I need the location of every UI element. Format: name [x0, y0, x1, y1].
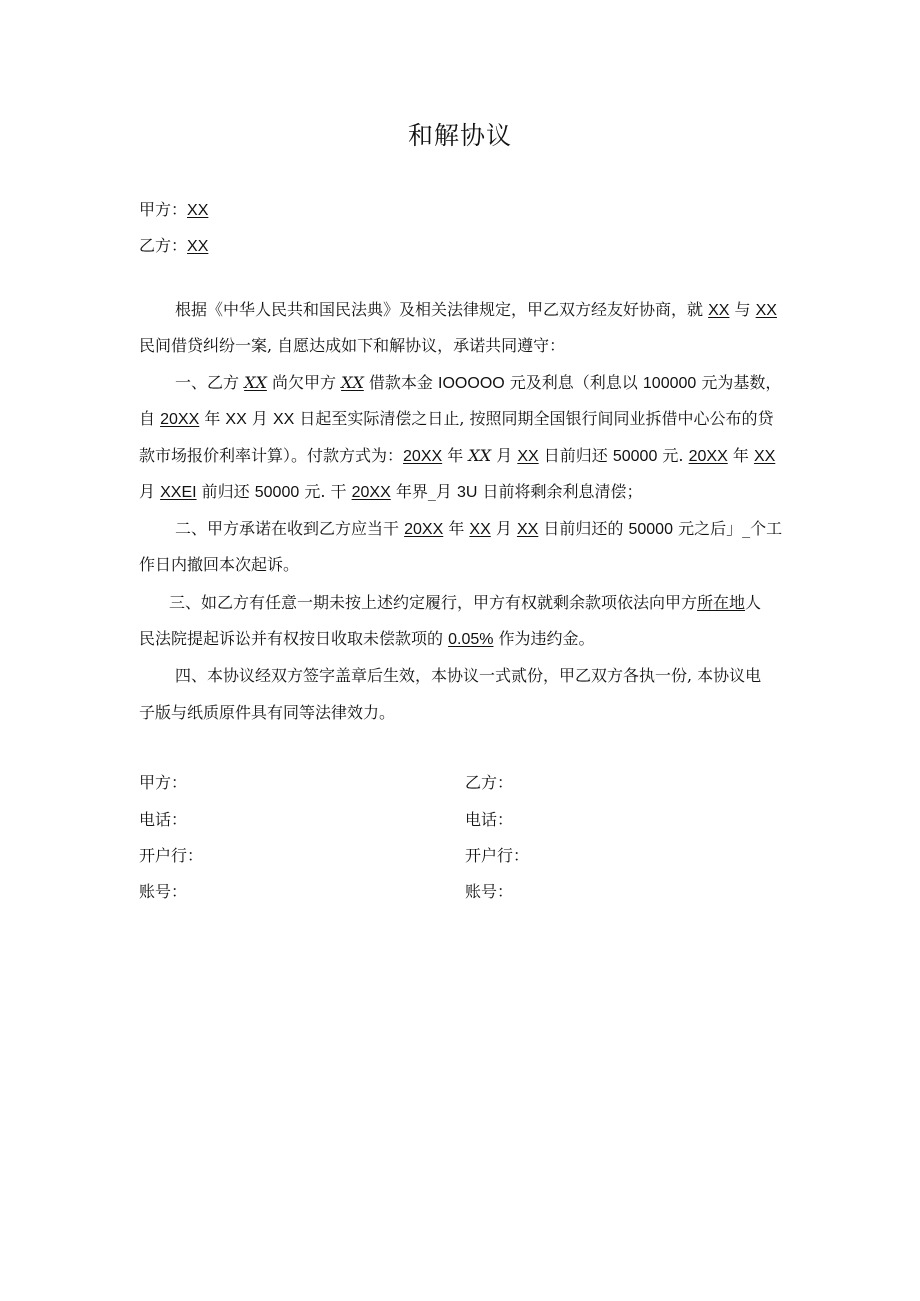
clause-text: 年 [443, 519, 470, 538]
clause-text: 尚欠甲方 [266, 373, 342, 392]
clause-text: 日起至实际清偿之日止, 按照同期全国银行间同业拆借中心公布的贷 [294, 409, 774, 428]
principal-amount: IOOOOO [438, 375, 505, 392]
filled-value: 20XX [351, 484, 391, 501]
filled-value: XX [244, 373, 267, 392]
sign-bank-a: 开户行： [139, 846, 204, 865]
clause-text: 作为违约金。 [493, 629, 595, 648]
sign-bank-b: 开户行： [465, 846, 530, 865]
clause-text: 元及利息（利息以 [504, 373, 643, 392]
party-a-label: 甲方： [139, 200, 188, 219]
party-b-value: XX [187, 238, 209, 255]
clause-1-line-3 [139, 446, 799, 467]
clause-text: 借款本金 [363, 373, 439, 392]
intro-party-a: XX [708, 302, 730, 319]
clause-text: 元为基数， [696, 373, 782, 392]
intro-text: 根据《中华人民共和国民法典》及相关法律规定，甲乙双方经友好协商，就 [175, 300, 709, 319]
payment-amount: 50000 [254, 484, 300, 501]
intro-line-2: 民间借贷纠纷一案, 自愿达成如下和解协议，承诺共同遵守： [139, 336, 566, 355]
clause-1-line-4 [139, 482, 799, 503]
clause-text: 元. [657, 446, 689, 465]
clause-text: 自 [139, 409, 161, 428]
clause-text: 款市场报价利率计算）。付款方式为： [139, 446, 404, 465]
clause-2-line-1 [139, 519, 799, 540]
clause-text: 月 [490, 519, 517, 538]
clause-text: 年 [199, 409, 226, 428]
filled-value: XX [468, 446, 492, 465]
clause-text: 日前归还的 [538, 519, 629, 538]
clause-text: 三、如乙方有任意一期未按上述约定履行，甲方有权就剩余款项依法向甲方 [169, 593, 698, 612]
party-b-line [139, 236, 799, 257]
filled-value: XXEI [160, 484, 197, 501]
filled-value: 20XX [404, 521, 444, 538]
clause-text: 一、乙方 [175, 373, 245, 392]
clause-4-line-2: 子版与纸质原件具有同等法律效力。 [139, 703, 396, 722]
page-title: 和解协议 [407, 121, 512, 150]
clause-text: 人 [745, 593, 762, 612]
clause-text: 月 [491, 446, 518, 465]
clause-1-line-1 [139, 373, 799, 394]
clause-text: 月 [139, 482, 161, 501]
payment-amount: 50000 [612, 448, 658, 465]
penalty-rate: 0.05% [448, 631, 494, 648]
clause-text: 年界_月 [390, 482, 457, 501]
filled-value: XX [469, 521, 491, 538]
clause-text: 元之后」_个工 [672, 519, 783, 538]
clause-text: 日前将剩余利息清偿； [477, 482, 643, 501]
clause-3-line-1 [139, 593, 799, 613]
clause-1-line-2 [139, 409, 799, 430]
clause-4-line-1: 四、本协议经双方签字盖章后生效，本协议一式贰份，甲乙双方各执一份, 本协议电 [175, 666, 762, 685]
clause-3-line-2 [139, 629, 799, 650]
clause-text: 年 [727, 446, 754, 465]
filled-value: XX [272, 411, 295, 428]
payment-amount: 50000 [628, 521, 673, 538]
filled-value: 20XX [688, 448, 728, 465]
filled-value: XX [225, 411, 247, 428]
party-b-label: 乙方： [139, 236, 188, 255]
filled-value: 20XX [160, 411, 200, 428]
clause-text: 日前归还 [538, 446, 613, 465]
filled-value: XX [341, 373, 364, 392]
filled-value: XX [517, 448, 539, 465]
intro-line-1 [139, 300, 799, 321]
party-a-line [139, 200, 799, 221]
filled-value: 20XX [403, 448, 443, 465]
sign-account-a: 账号： [139, 882, 188, 901]
filled-value: XX [516, 521, 539, 538]
filled-value: XX [753, 448, 776, 465]
clause-text: 年 [442, 446, 469, 465]
sign-party-b: 乙方： [465, 773, 514, 792]
sign-phone-b: 电话： [465, 810, 514, 829]
sign-party-a: 甲方： [139, 773, 188, 792]
interest-base: 100000 [642, 375, 697, 392]
intro-text: 与 [729, 300, 756, 319]
clause-2-line-2: 作日内撤回本次起诉。 [139, 555, 300, 574]
clause-text: 月 [246, 409, 273, 428]
sign-phone-a: 电话： [139, 810, 188, 829]
jurisdiction-location: 所在地 [697, 593, 746, 612]
sign-account-b: 账号： [465, 882, 514, 901]
filled-value: 3U [456, 484, 478, 501]
clause-text: 二、甲方承诺在收到乙方应当干 [175, 519, 405, 538]
clause-text: 前归还 [196, 482, 255, 501]
intro-party-b: XX [755, 302, 777, 319]
party-a-value: XX [187, 202, 209, 219]
clause-text: 元. 干 [299, 482, 352, 501]
clause-text: 民法院提起诉讼并有权按日收取未偿款项的 [139, 629, 449, 648]
